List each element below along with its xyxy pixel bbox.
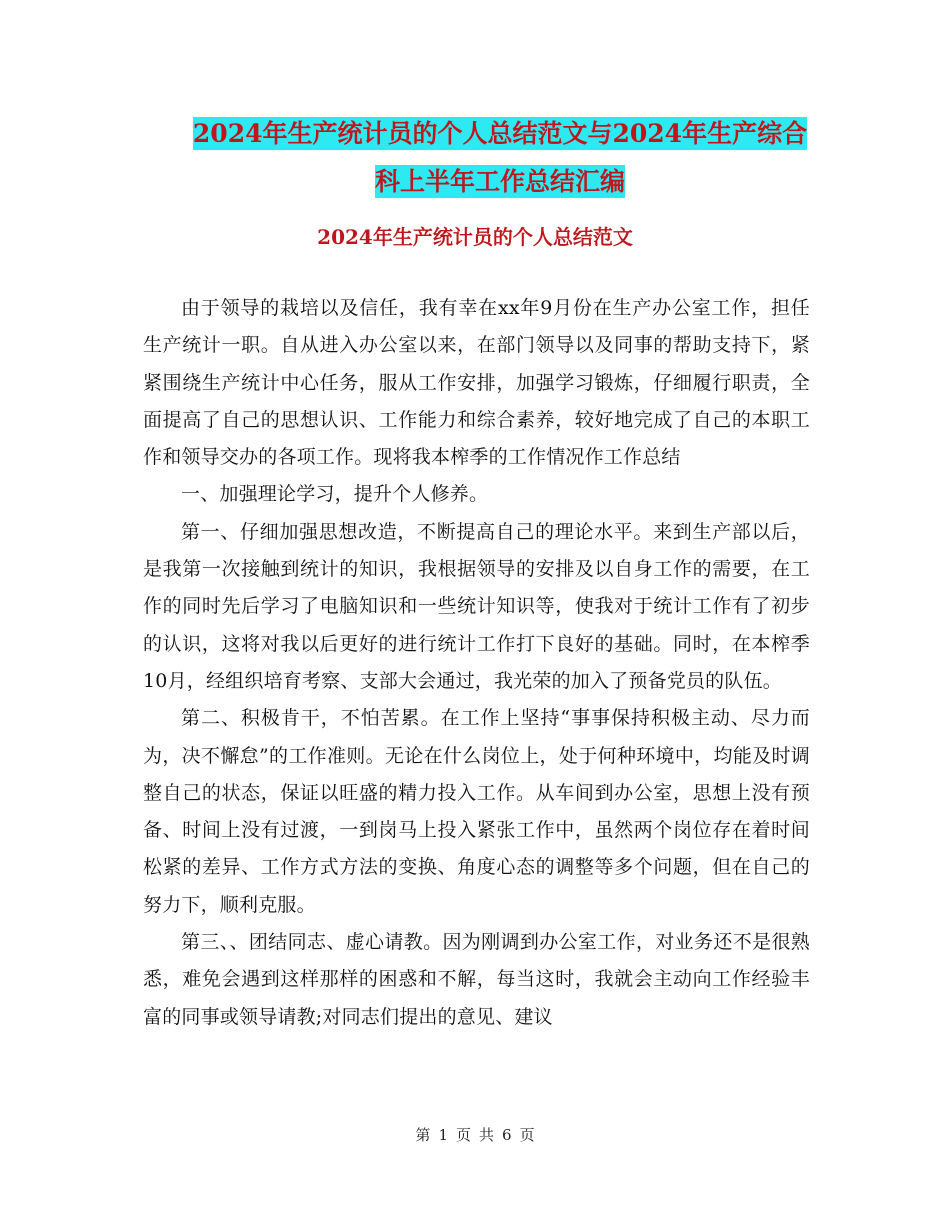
footer-page-middle: 页 [455,1126,471,1144]
title-line-2: 科上半年工作总结汇编 [374,167,625,196]
paragraph-intro: 由于领导的栽培以及信任，我有幸在xx年9月份在生产办公室工作，担任生产统计一职。自从进入办公室以来，在部门领导以及同事的帮助支持下，紧紧围绕生产统计中心任务，服从工作安排，加强学习锻炼，仔细履行职责，全面提高了自己的思想认识、工作能力和综合素养，较好地完成了自己的本职工作和领导交办的各项工作。现将我本榨季的工作情况作工作总结 [143,297,810,469]
paragraph-second: 第二、积极肯干，不怕苦累。在工作上坚持“事事保持积极主动、尽力而为，决不懈怠”的工作准则。无论在什么岗位上，处于何种环境中，均能及时调整自己的状态，保证以旺盛的精力投入工作。从车间到办公室，思想上没有预备、时间上没有过渡，一到岗马上投入紧张工作中，虽然两个岗位存在着时间松紧的差异、工作方式方法的变换、角度心态的调整等多个问题，但在自己的努力下，顺利克服。 [143,707,810,916]
document-title [140,110,860,206]
document-body [143,290,810,1036]
page-footer [0,1124,950,1145]
footer-page-current: 1 [438,1126,448,1144]
footer-page-total-prefix: 共 [479,1126,495,1144]
paragraph-heading-1: 一、加强理论学习，提升个人修养。 [181,483,489,506]
paragraph-first: 第一、仔细加强思想改造，不断提高自己的理论水平。来到生产部以后，是我第一次接触到统计的知识，我根据领导的安排及以自身工作的需要，在工作的同时先后学习了电脑知识和一些统计知识等，使我对于统计工作有了初步的认识，这将对我以后更好的进行统计工作打下良好的基础。同时，在本榨季10月，经组织培育考察、支部大会通过，我光荣的加入了预备党员的队伍。 [143,520,810,692]
footer-page-total: 6 [502,1126,512,1144]
footer-page-prefix: 第 [415,1126,431,1144]
title-line-1: 2024年生产统计员的个人总结范文与2024年生产综合 [192,119,808,148]
footer-page-suffix: 页 [519,1126,535,1144]
section-title: 2024年生产统计员的个人总结范文 [317,225,633,249]
paragraph-third: 第三、、团结同志、虚心请教。因为刚调到办公室工作，对业务还不是很熟悉，难免会遇到这样那样的困惑和不解，每当这时，我就会主动向工作经验丰富的同事或领导请教;对同志们提出的意见、建议 [143,931,810,1028]
